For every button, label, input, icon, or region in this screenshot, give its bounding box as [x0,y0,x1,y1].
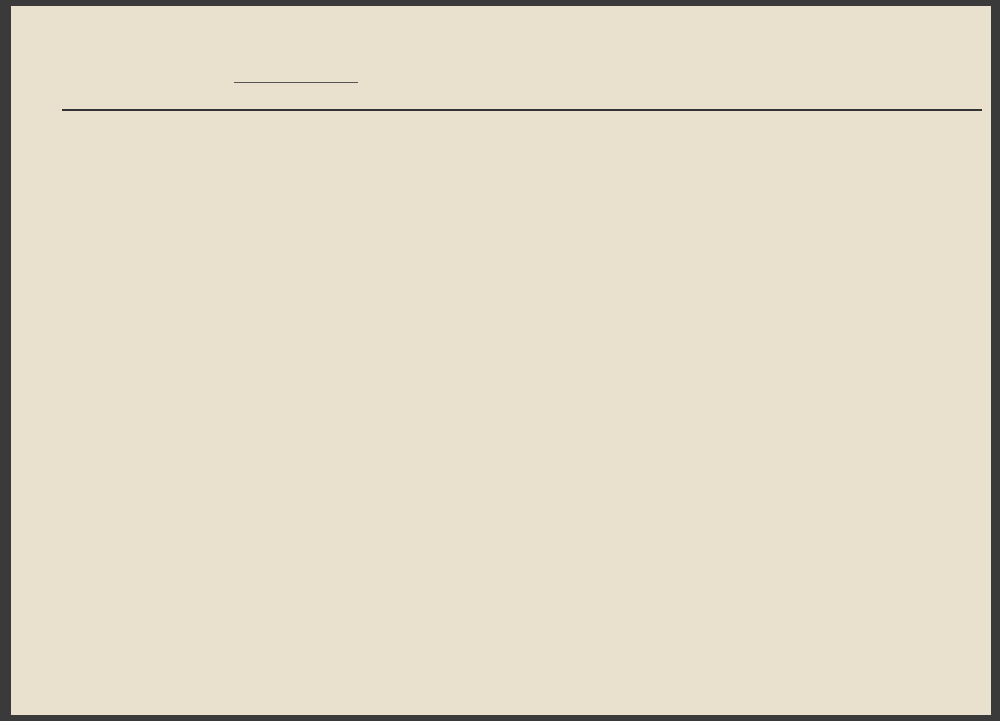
nationality-field [234,82,358,83]
page-subtitle [228,72,364,89]
header-rule [62,109,982,111]
paper-sheet [11,6,991,715]
